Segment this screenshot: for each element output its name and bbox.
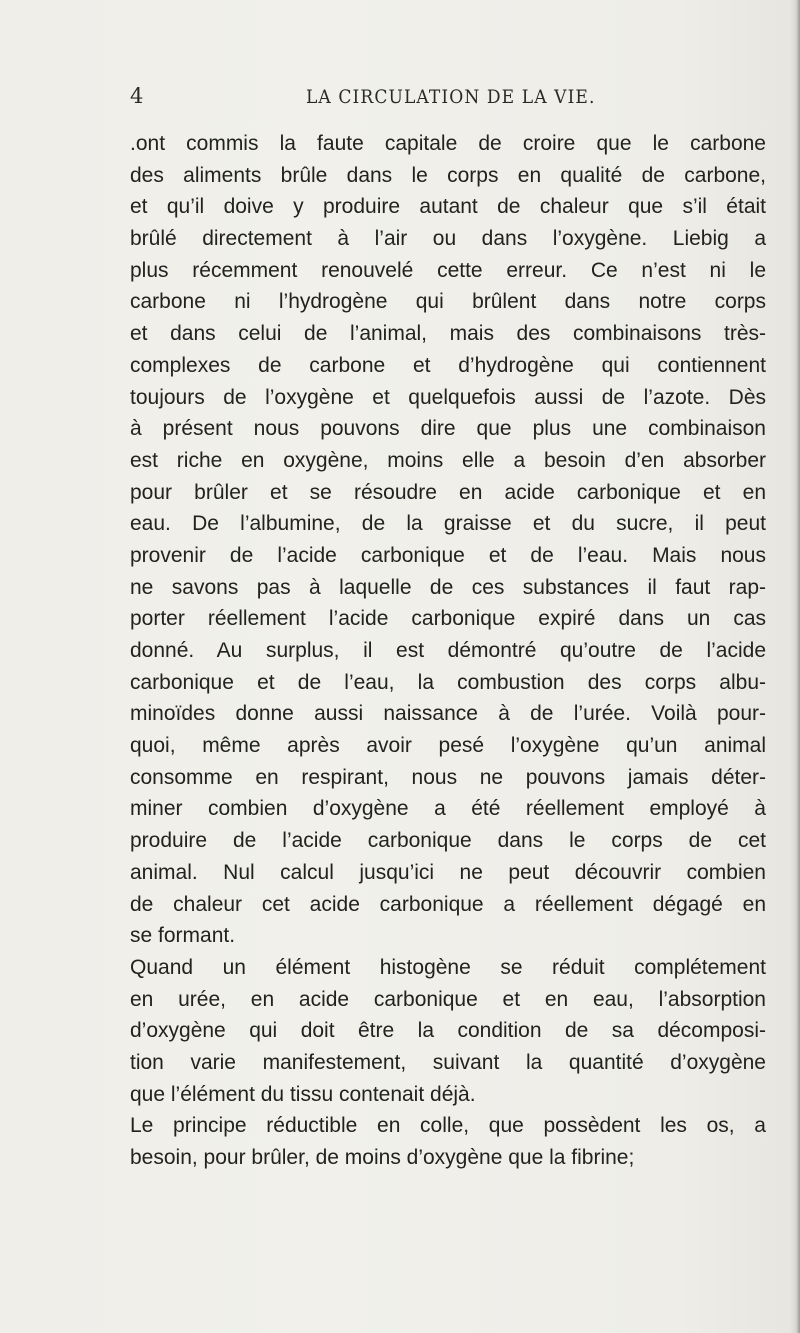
text-line: de chaleur cet acide carbonique a réellement dégagé en (130, 892, 766, 916)
text-line: complexes de carbone et d’hydrogène qui contiennent (130, 353, 766, 377)
text-line: Quand un élément histogène se réduit complétement (130, 955, 766, 979)
text-line: des aliments brûle dans le corps en qualité de carbone, (130, 163, 766, 187)
running-title: LA CIRCULATION DE LA VIE. (306, 86, 596, 108)
page-number: 4 (130, 84, 144, 108)
text-line: provenir de l’acide carbonique et de l’eau. Mais nous (130, 543, 766, 567)
text-line: animal. Nul calcul jusqu’ici ne peut découvrir combien (130, 860, 766, 884)
text-line: plus récemment renouvelé cette erreur. Ce n’est ni le (130, 258, 766, 282)
text-line: besoin, pour brûler, de moins d’oxygène que la fibrine; (130, 1146, 635, 1169)
text-line: et qu’il doive y produire autant de chaleur que s’il était (130, 195, 766, 219)
text-line: d’oxygène qui doit être la condition de sa décomposi- (130, 1019, 766, 1043)
body-text (130, 128, 766, 1174)
page-edge-shadow (790, 0, 800, 1333)
text-line: minoïdes donne aussi naissance à de l’urée. Voilà pour- (130, 702, 766, 726)
text-line: quoi, même après avoir pesé l’oxygène qu’un animal (130, 734, 766, 758)
text-line: porter réellement l’acide carbonique expiré dans un cas (130, 607, 766, 631)
text-line: toujours de l’oxygène et quelquefois aussi de l’azote. Dès (130, 385, 766, 409)
text-line: carbone ni l’hydrogène qui brûlent dans notre corps (130, 290, 766, 314)
text-line: produire de l’acide carbonique dans le corps de cet (130, 829, 766, 853)
text-line: que l’élément du tissu contenait déjà. (130, 1082, 476, 1106)
text-line: consomme en respirant, nous ne pouvons jamais déter- (130, 765, 766, 789)
text-line: .ont commis la faute capitale de croire que le carbone (130, 132, 766, 155)
text-line: ne savons pas à laquelle de ces substances il faut rap- (130, 575, 766, 599)
text-line: à présent nous pouvons dire que plus une combinaison (130, 417, 766, 441)
text-line: miner combien d’oxygène a été réellement employé à (130, 797, 766, 821)
text-line: eau. De l’albumine, de la graisse et du sucre, il peut (130, 512, 766, 536)
text-line: pour brûler et se résoudre en acide carbonique et en (130, 480, 766, 504)
text-line: est riche en oxygène, moins elle a besoin d’en absorber (130, 448, 766, 472)
text-line: et dans celui de l’animal, mais des combinaisons très- (130, 322, 766, 346)
text-line: se formant. (130, 924, 236, 948)
text-line: en urée, en acide carbonique et en eau, l’absorption (130, 987, 766, 1011)
text-line: tion varie manifestement, suivant la quantité d’oxygène (130, 1050, 766, 1074)
text-line: carbonique et de l’eau, la combustion des corps albu- (130, 670, 766, 694)
text-line: Le principe réductible en colle, que possèdent les os, a (130, 1114, 766, 1138)
text-line: brûlé directement à l’air ou dans l’oxygène. Liebig a (130, 227, 766, 251)
text-line: donné. Au surplus, il est démontré qu’outre de l’acide (130, 639, 766, 662)
page-header (130, 84, 770, 114)
